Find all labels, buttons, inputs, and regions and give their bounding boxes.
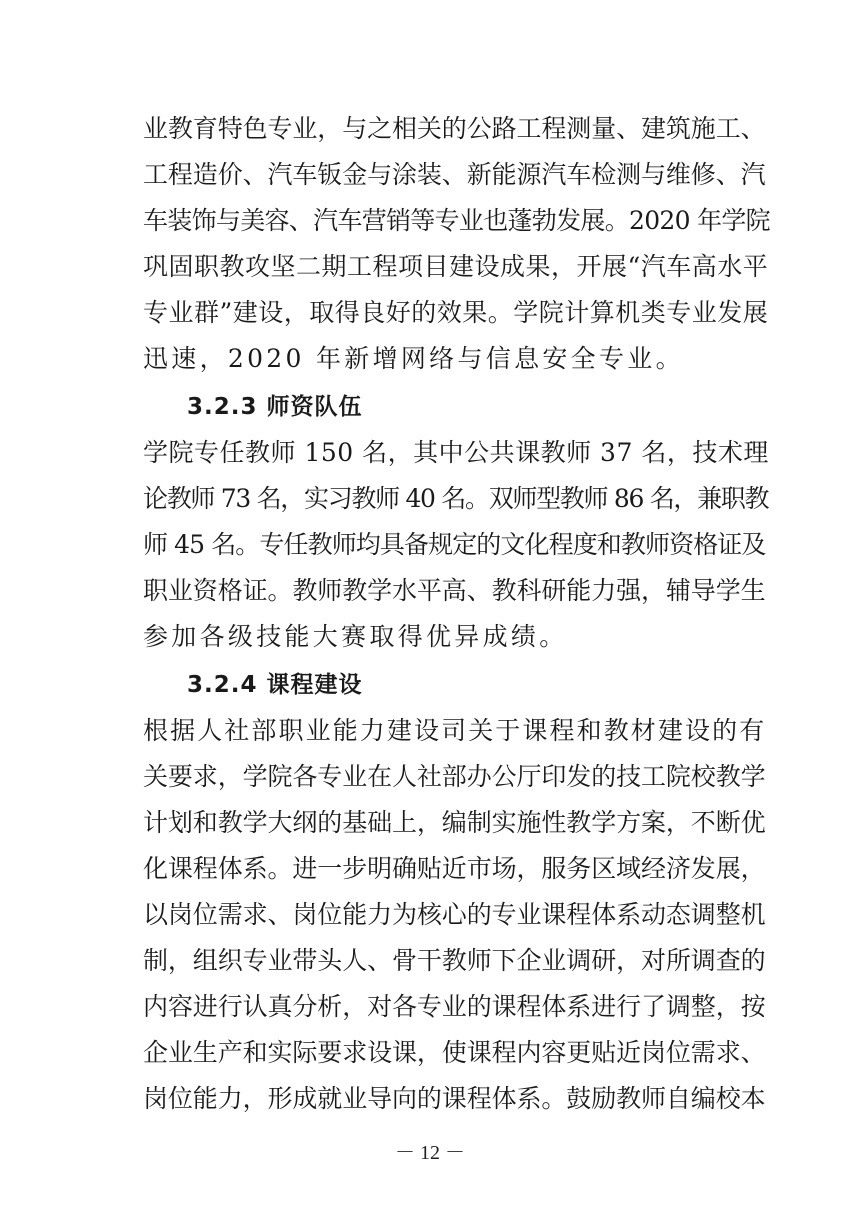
paragraph-line: 参加各级技能大赛取得优异成绩。 — [143, 622, 568, 651]
paragraph-line: 企业生产和实际要求设课，使课程内容更贴近岗位需求、 — [143, 1038, 766, 1067]
paragraph-line: 根据人社部职业能力建设司关于课程和教材建设的有 — [143, 716, 767, 745]
paragraph-line: 计划和教学大纲的基础上，编制实施性教学方案，不断优 — [143, 808, 766, 837]
page-number: － 12 － — [395, 1142, 465, 1164]
paragraph-line: 学院专任教师 150 名，其中公共课教师 37 名，技术理 — [143, 438, 769, 467]
paragraph-line: 关要求，学院各专业在人社部办公厅印发的技工院校教学 — [143, 762, 766, 791]
paragraph-line: 车装饰与美容、汽车营销等专业也蓬勃发展。2020 年学院 — [143, 206, 770, 235]
paragraph-line: 职业资格证。教师教学水平高、教科研能力强，辅导学生 — [143, 576, 766, 605]
paragraph-line: 以岗位需求、岗位能力为核心的专业课程体系动态调整机 — [143, 900, 766, 929]
paragraph-line: 化课程体系。进一步明确贴近市场，服务区域经济发展， — [143, 854, 766, 883]
paragraph-line: 业教育特色专业，与之相关的公路工程测量、建筑施工、 — [143, 114, 766, 143]
paragraph-line: 巩固职教攻坚二期工程项目建设成果，开展“汽车高水平 — [143, 252, 769, 281]
section-heading-curriculum: 3.2.4 课程建设 — [187, 672, 363, 698]
paragraph-line: 工程造价、汽车钣金与涂装、新能源汽车检测与维修、汽 — [143, 160, 766, 189]
paragraph-line: 内容进行认真分析，对各专业的课程体系进行了调整，按 — [143, 992, 766, 1021]
paragraph-line-last: 岗位能力，形成就业导向的课程体系。鼓励教师自编校本 — [143, 1084, 766, 1113]
paragraph-line: 师 45 名。专任教师均具备规定的文化程度和教师资格证及 — [143, 530, 766, 559]
paragraph-line: 制，组织专业带头人、骨干教师下企业调研，对所调查的 — [143, 946, 766, 975]
paragraph-line: 迅速，2020 年新增网络与信息安全专业。 — [143, 344, 684, 373]
section-heading-teachers: 3.2.3 师资队伍 — [187, 394, 363, 420]
paragraph-line: 论教师 73 名，实习教师 40 名。双师型教师 86 名，兼职教 — [143, 484, 769, 513]
paragraph-line: 专业群”建设，取得良好的效果。学院计算机类专业发展 — [143, 298, 769, 327]
